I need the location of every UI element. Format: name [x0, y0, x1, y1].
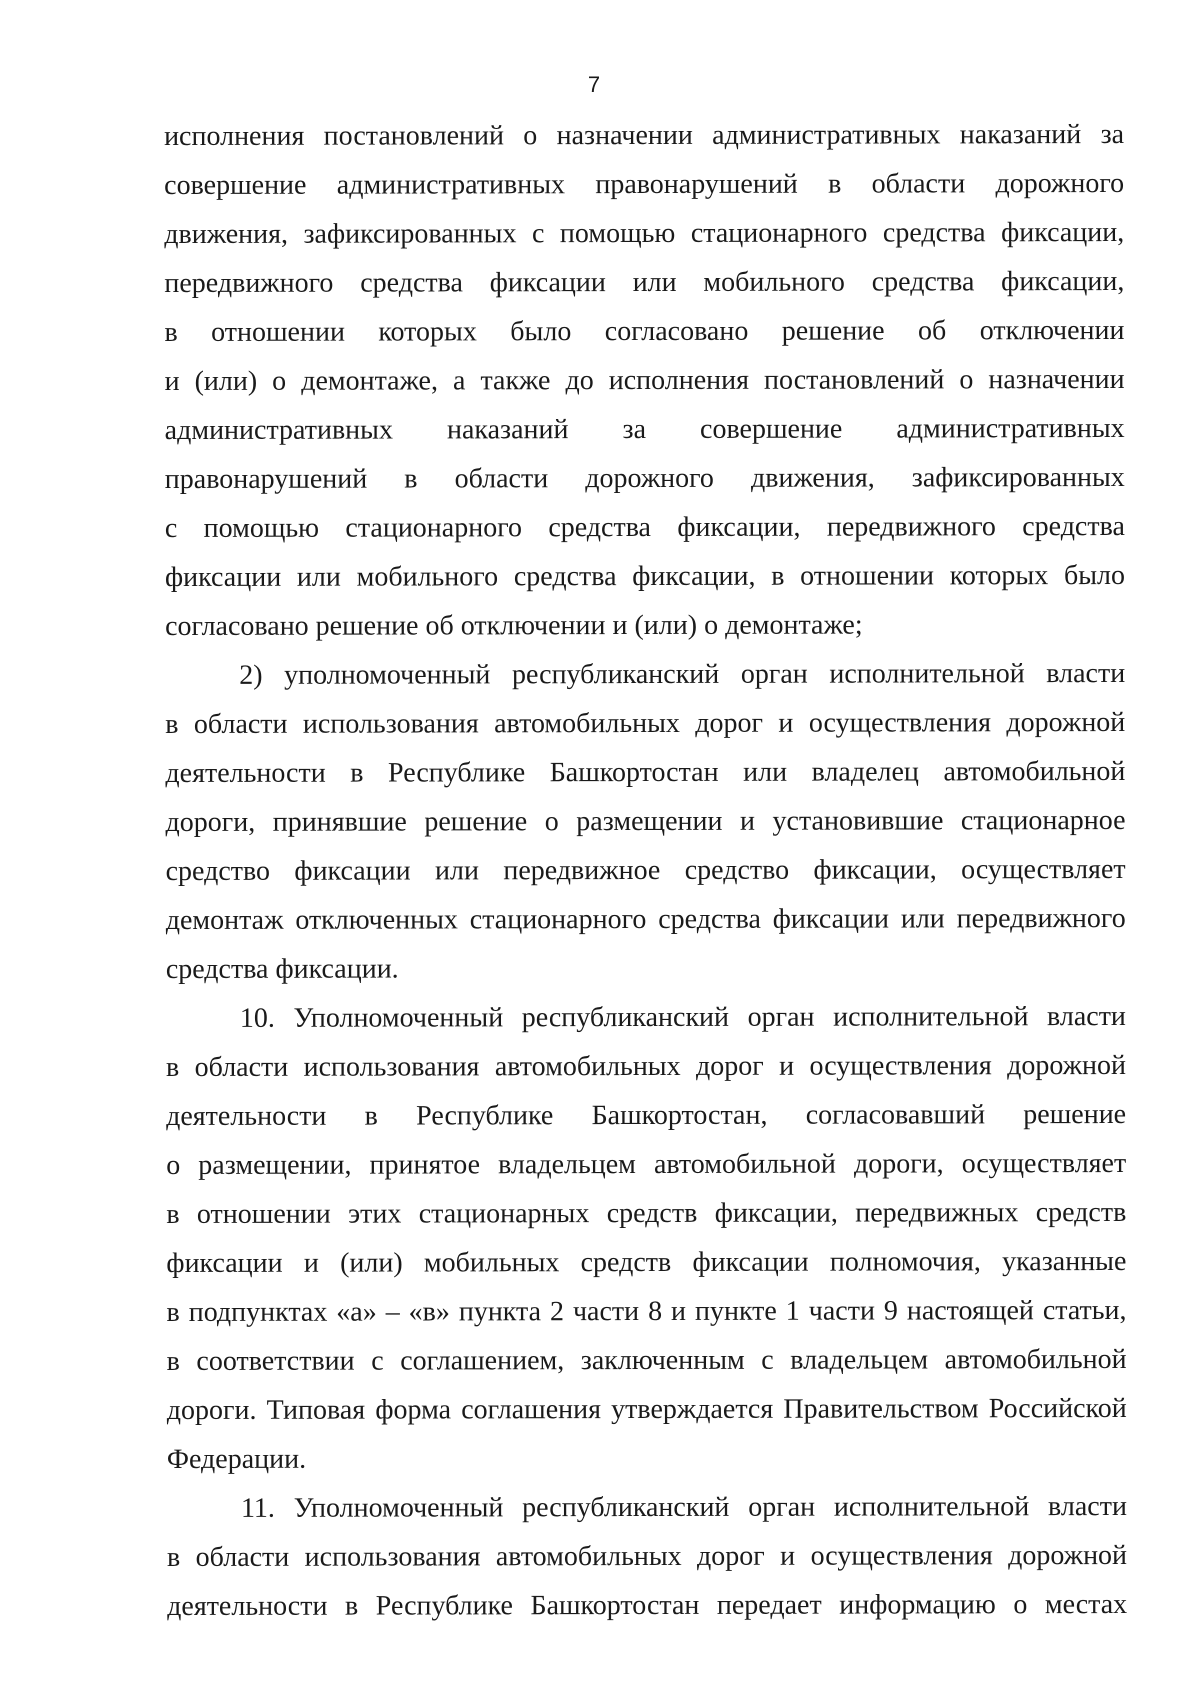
text-line: передвижного средства фиксации или мобильного средства фиксации, [164, 265, 1125, 299]
text-line: в соответствии с соглашением, заключенным с владельцем автомобильной [166, 1343, 1127, 1377]
document-body [164, 110, 1127, 1631]
text-line: 11. Уполномоченный республиканский орган исполнительной власти [240, 1490, 1127, 1524]
text-line: средства фиксации. [165, 953, 399, 985]
text-line: о размещении, принятое владельцем автомобильной дороги, осуществляет [166, 1147, 1127, 1181]
text-line: 10. Уполномоченный республиканский орган исполнительной власти [239, 1000, 1126, 1034]
text-line: средство фиксации или передвижное средство фиксации, осуществляет [165, 853, 1126, 887]
text-line: в отношении которых было согласовано решение об отключении [164, 314, 1125, 348]
text-line: в области использования автомобильных дорог и осуществления дорожной [166, 1539, 1128, 1573]
text-line: деятельности в Республике Башкортостан, согласовавший решение [166, 1098, 1127, 1132]
text-line: фиксации или мобильного средства фиксации, в отношении которых было [164, 559, 1126, 593]
text-line: демонтаж отключенных стационарного средства фиксации или передвижного [165, 902, 1126, 936]
text-line: с помощью стационарного средства фиксации, передвижного средства [164, 510, 1125, 544]
text-line: фиксации и (или) мобильных средств фиксации полномочия, указанные [166, 1245, 1127, 1279]
text-line: в подпунктах «а» – «в» пункта 2 части 8 и пункте 1 части 9 настоящей статьи, [166, 1294, 1127, 1328]
text-line: движения, зафиксированных с помощью стационарного средства фиксации, [164, 216, 1125, 250]
page-number: 7 [587, 72, 601, 97]
text-line: правонарушений в области дорожного движения, зафиксированных [164, 461, 1125, 495]
paragraph-continuation [164, 110, 1125, 651]
text-line: в отношении этих стационарных средств фиксации, передвижных средств [166, 1196, 1127, 1230]
text-line: в области использования автомобильных дорог и осуществления дорожной [165, 706, 1126, 740]
paragraph-subitem-2 [165, 649, 1126, 994]
text-line: исполнения постановлений о назначении административных наказаний за [164, 118, 1125, 152]
text-line: деятельности в Республике Башкортостан или владелец автомобильной [165, 755, 1126, 789]
text-line: Федерации. [166, 1443, 307, 1475]
text-line: в области использования автомобильных дорог и осуществления дорожной [165, 1049, 1127, 1083]
text-line: и (или) о демонтаже, а также до исполнения постановлений о назначении [164, 363, 1125, 397]
text-line: дороги, принявшие решение о размещении и установившие стационарное [165, 804, 1126, 838]
paragraph-item-10 [166, 992, 1127, 1484]
text-line: административных наказаний за совершение административных [164, 412, 1125, 446]
text-line: 2) уполномоченный республиканский орган исполнительной власти [239, 657, 1126, 691]
text-line: согласовано решение об отключении и (или) о демонтаже; [165, 609, 863, 642]
text-line: дороги. Типовая форма соглашения утверждается Правительством Российской [166, 1392, 1127, 1426]
text-line: деятельности в Республике Башкортостан передает информацию о местах [167, 1588, 1128, 1622]
paragraph-item-11 [167, 1482, 1127, 1631]
text-line: совершение административных правонарушений в области дорожного [164, 167, 1125, 201]
